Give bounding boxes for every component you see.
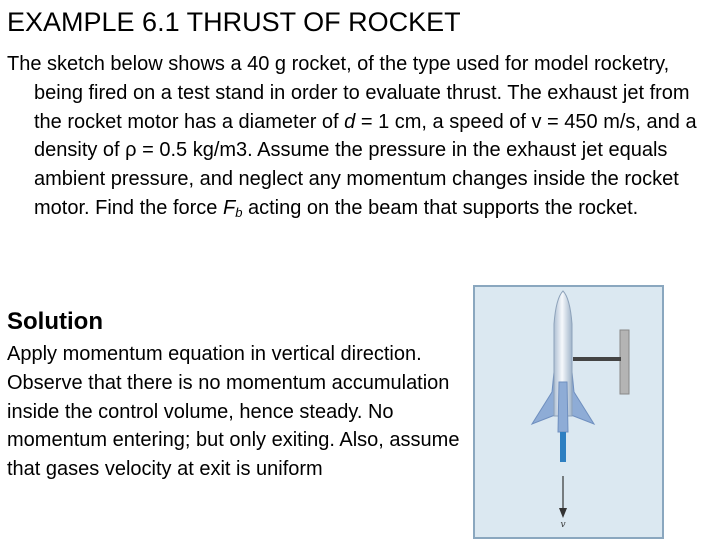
- diameter-symbol: d: [344, 110, 356, 133]
- center-fin: [558, 382, 568, 432]
- problem-text-3: acting on the beam that supports the rocket.: [242, 196, 639, 219]
- force-subscript: b: [235, 204, 243, 220]
- support-plate: [620, 330, 629, 394]
- rocket-test-stand-figure: [472, 284, 665, 540]
- force-symbol: F: [222, 196, 236, 219]
- solution-text: Apply momentum equation in vertical direction. Observe that there is no momentum accumulation inside the control volume, hence steady. No momentum entering; but only exiting. Also, assume that gases velocity at exit is uniform: [7, 343, 460, 481]
- page-title: EXAMPLE 6.1 THRUST OF ROCKET: [7, 7, 461, 37]
- problem-text-2: = 1 cm, a speed of v = 450 m/s, and a density of ρ = 0.5 kg/m3. Assume the pressure in the exhaust jet equals ambient pressure, and neglect any momentum changes inside the rocket motor. Find the force: [34, 110, 697, 219]
- problem-statement: [7, 50, 719, 228]
- exhaust-jet: [560, 432, 566, 462]
- solution-heading: Solution: [7, 308, 103, 335]
- velocity-label: v: [560, 520, 566, 530]
- problem-text-1: The sketch below shows a 40 g rocket, of the type used for model rocketry, being fired on a test stand in order to evaluate thrust. The exhaust jet from the rocket motor has a diameter of: [7, 53, 690, 133]
- problem-paragraph: [7, 50, 719, 228]
- support-beam: [573, 357, 621, 361]
